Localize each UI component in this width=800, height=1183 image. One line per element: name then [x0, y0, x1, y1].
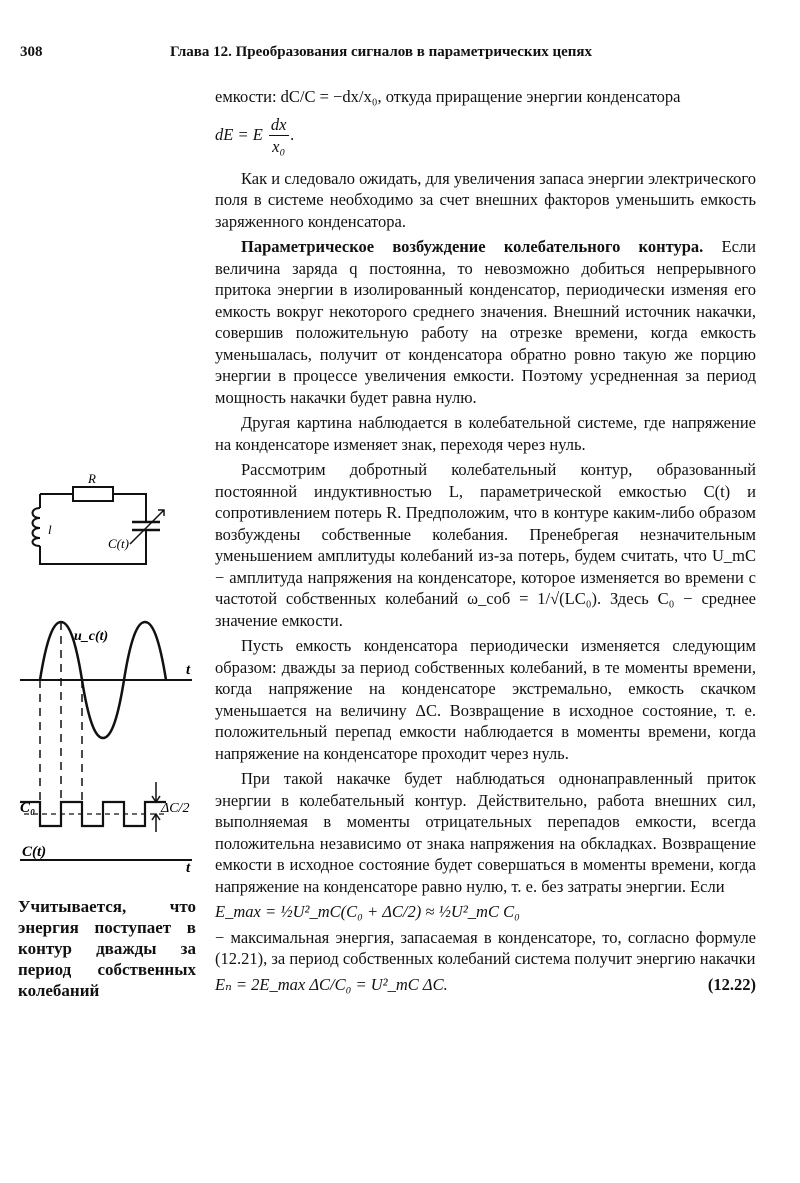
capacitance-waveform	[20, 802, 166, 826]
paragraph-3	[215, 236, 756, 408]
c0-label: C₀	[20, 800, 36, 816]
chapter-title: Глава 12. Преобразования сигналов в параметрических цепях	[170, 44, 593, 60]
formula-dE-fraction	[269, 114, 289, 158]
paragraph-5: Рассмотрим добротный колебательный контур, образованный постоянной индуктивностью L, параметрической емкостью C(t) и сопротивлением потерь R. Предположим, что в контуре каким-либо образом возбуждены собственные колебания. Пренебрегая незначительным уменьшением амплитуды колебаний из-за потерь, будем считать, что U_mC − амплитуда напряжения на конденсаторе, которое изменяется во времени с частотой собственных колебаний ω_соб = 1/√(LC₀). Здесь C₀ − среднее значение емкости.	[215, 460, 756, 630]
paragraph-8: − максимальная энергия, запасаемая в конденсаторе, то, согласно формуле (12.21), за период собственных колебаний система получит энергию накачки	[215, 927, 756, 968]
time-label-bottom: t	[186, 860, 191, 876]
waveform-diagram	[14, 600, 204, 880]
paragraph-2: Как и следовало ожидать, для увеличения запаса энергии электрического поля в системе необходимо за счет внешних факторов уменьшить емкость заряженного конденсатора.	[215, 168, 756, 231]
circuit-diagram	[28, 472, 178, 582]
formula-dE-lhs: dE = E	[215, 124, 263, 144]
delta-c-label: ΔC/2	[161, 801, 190, 816]
time-label-top: t	[186, 662, 191, 678]
resistor-label: R	[88, 472, 96, 486]
paragraph-1: емкости: dC/C = −dx/x₀, откуда приращение энергии конденсатора	[215, 87, 681, 106]
voltage-label: u_c(t)	[74, 629, 109, 644]
margin-note: Учитывается, что энергия поступает в контур дважды за период собственных колебаний	[18, 897, 196, 1000]
formula-dE: dE = E $\frac{dx}{\text{x₀}}$ .	[215, 114, 295, 156]
formula-emax: E_max = ½U²_mC(C₀ + ΔC/2) ≈ ½U²_mC C₀	[215, 902, 520, 921]
paragraph-7: При такой накачке будет наблюдаться однонаправленный приток энергии в колебательный контур. Действительно, работа внешних сил, выполняемая в моменты отрицательных перепадов емкости, всегда положительна независимо от знака напряжения на обкладках. Возвращение емкости в исходное состояние будет совершаться в моменты времени, когда напряжение на конденсаторе равно нулю, т. е. без затраты энергии. Если	[215, 769, 756, 896]
running-header	[20, 44, 760, 68]
formula-12-22-body: Eₙ = 2E_max ΔC/C₀ = U²_mC ΔC.	[215, 974, 448, 994]
section-heading: Параметрическое возбуждение колебательного контура.	[241, 237, 704, 256]
paragraph-3-text: Если величина заряда q постоянна, то невозможно добиться непрерывного притока энергии в изолированный конденсатор, периодически изменяя его емкость вокруг некоторого среднего значения. Внешний источник накачки, совершив положительную работу на отрезке времени, когда емкость уменьшалась, получит от конденсатора обратно ровно такую же порцию энергии в процессе увеличения емкости. Поэтому усредненная за период мощность накачки будет равна нулю.	[215, 237, 756, 407]
inductor-label: l	[48, 522, 52, 537]
paragraph-4: Другая картина наблюдается в колебательной системе, где напряжение на конденсаторе изменяет знак, переходя через нуль.	[215, 413, 756, 454]
waveform-figure	[14, 600, 204, 880]
main-text-column	[215, 86, 756, 999]
inductor-symbol	[33, 508, 41, 546]
equation-number: (12.22)	[707, 974, 756, 994]
formula-12-22	[215, 974, 756, 996]
paragraph-6: Пусть емкость конденсатора периодически изменяется следующим образом: дважды за период собственных колебаний, в те моменты времени, когда напряжение на конденсаторе экстремально, емкость скачком уменьшается на величину ΔC. Возвращение в исходное состояние, т. е. положительный перепад емкости наблюдается в моменты времени, когда напряжение на конденсаторе проходит через нуль.	[215, 636, 756, 763]
circuit-figure	[28, 472, 178, 582]
formula-dE-numerator: dx	[269, 114, 289, 137]
resistor-symbol	[73, 487, 113, 501]
capacitor-label: C(t)	[108, 536, 129, 551]
formula-dE-denominator: x₀	[272, 137, 286, 156]
ct-label: C(t)	[22, 844, 47, 860]
page-number: 308	[20, 44, 43, 60]
